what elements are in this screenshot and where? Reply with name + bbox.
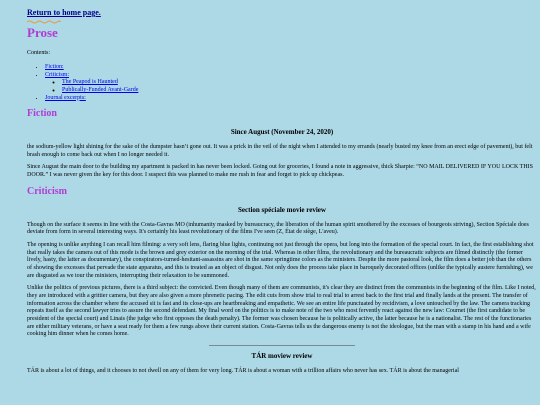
fiction-paragraph: Since August the main door to the building my apartment is packed in has never been locked. Going out for groceries, I found a note in aggressive, thick Sharpie: “NO MAIL DELIVERED IF YOU LOCK THIS DOOR.” I was never given the key for this door. I suspect this was planned to make me rush in fear and forget to pick up chickpeas. xyxy=(27,164,534,179)
toc-link-peapod[interactable]: The Peapod is Haunted xyxy=(62,79,118,86)
entry-title-section-speciale: Section spéciale movie review xyxy=(238,205,326,214)
toc-link-avant-garde[interactable]: Publically-Funded Avant-Garde xyxy=(62,86,139,93)
criticism-paragraph: TÁR is about a lot of things, and it chooses to not dwell on any of them for very long. TÁR is about a woman with a trillion affairs who never has sex. TÁR is about the managerial xyxy=(27,367,459,374)
toc-link-criticism[interactable]: Criticism: xyxy=(45,71,69,78)
section-heading-criticism: Criticism xyxy=(27,185,67,197)
contents-label: Contents: xyxy=(27,50,51,57)
toc-subitem xyxy=(62,87,537,95)
toc-sublist-criticism xyxy=(45,79,537,94)
entry-divider xyxy=(209,345,355,346)
section-heading-fiction: Fiction xyxy=(27,108,57,120)
table-of-contents xyxy=(27,64,537,102)
toc-item-fiction xyxy=(45,64,537,72)
fiction-paragraph: the sodium-yellow light shining for the sake of the dumpster hasn’t gone out. It was a prick in the veil of the night when I attended to my errands (nearly busted my knee from an erect edge of pavement), but felt brash enough to come back out when I no longer needed it. xyxy=(27,144,533,158)
criticism-paragraph: Though on the surface it seems in line with the Costa-Gavras MO (inhumanity masked by bureaucracy, the liberation of the human spirit smothered by the excesses of bourgeois striving), Section Spéciale does deviate from form in several interesting ways. It's certainly his least revolutionary of the films I've seen (Z, État de siège, L'aveu). xyxy=(27,221,529,236)
criticism-paragraph: The opening is unlike anything I can recall him filming: a very soft lens, flaring blue lights, continuing not just through the opera, but long into the formation of the special court. In fact, the first establishing shot that really takes the camera out of this mode is the brown and grey exterior on the morning of the trial. Whereas in other films, the revolutionary and the bureaucratic subjects are filmed distinctly (the former lively, hasty, the latter as documentary), the conspirators-turned-hesitant-assassins are shot in the same springtime colors as the ministers. Despite the more pastoral look, the film does a better job than the others of showing the excesses that pervade the state apparatus, and this is treated as an object of disgust. Not only does the process take place in baroquely decorated offices (unlike the typically austere furnishing), we are disgusted as we tour the ministers, interrupting their relaxation to be summoned. xyxy=(27,241,534,279)
criticism-paragraph: Unlike the politics of previous pictures, there is a third subject: the convicted. Even though many of them are communists, it's clear they are distinct from the communists in the beginning of the film. Like I noted, they are introduced with a grittier camera, but they are also given a more phrenetic pacing. The edit cuts from show trial to real trial to arrest back to the first trial and finally lands at the present. The transfer of information across the chamber where the accused sit is fast and its close-ups are heartbreaking and empathetic. We see an entire life punctuated by recidivism, a love untouched by the law. The camera tracking repeats itself as the second lawyer tries to assure the second defendant. My final word on the politics is to make note of the two who most fervently react against the new law: Cournet (the first candidate to be president of the special court) and Linais (the judge who first opposes the death penalty). The former was chosen because he is politically active, the latter because he is a nationalist. The rest of the functionaries are either military veterans, or have a seat ready for them a few rungs above their current station. Costa-Gavras tells us the dangerous enemy is not the ideologue, but the man with a stamp in his hand and a wife cooking him dinner when he comes home. xyxy=(27,285,536,338)
squiggle-divider-icon xyxy=(27,20,61,24)
toc-link-fiction[interactable]: Fiction: xyxy=(45,63,64,70)
toc-link-journal[interactable]: Journal excerpts: xyxy=(45,94,86,101)
toc-item-journal xyxy=(45,95,537,103)
entry-title-tar: TÁR moview review xyxy=(251,351,313,360)
return-home-link[interactable]: Return to home page. xyxy=(27,8,101,17)
toc-item-criticism xyxy=(45,72,537,95)
page-title: Prose xyxy=(27,24,58,40)
entry-title-since-august: Since August (November 24, 2020) xyxy=(230,128,334,137)
toc-subitem xyxy=(62,79,537,87)
